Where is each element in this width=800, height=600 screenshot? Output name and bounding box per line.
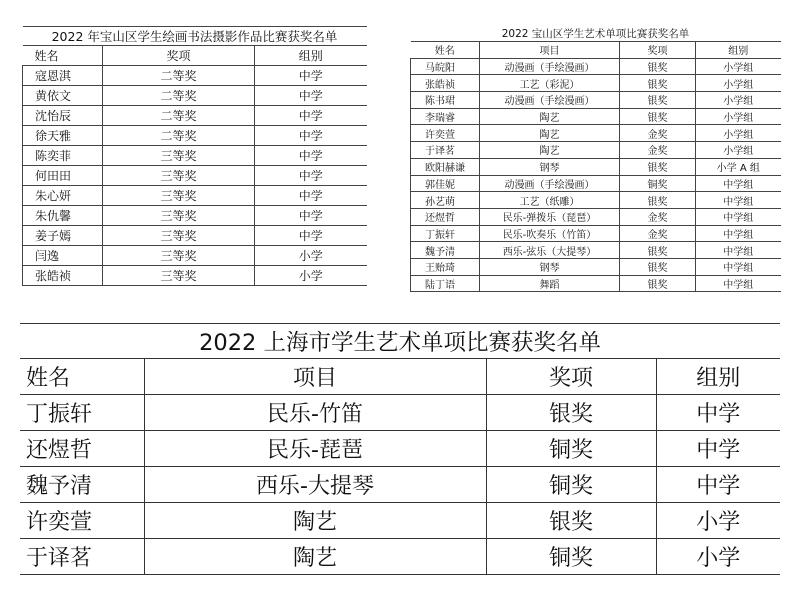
table-title-row bbox=[411, 26, 781, 42]
cell-award: 金奖 bbox=[620, 142, 696, 159]
cell-award: 铜奖 bbox=[486, 467, 656, 503]
header-name: 姓名 bbox=[20, 359, 144, 395]
table-title: 2022 年宝山区学生绘画书法摄影作品比赛获奖名单 bbox=[23, 27, 367, 46]
cell-name: 闫逸 bbox=[23, 246, 103, 266]
header-project: 项目 bbox=[480, 42, 620, 59]
cell-project: 民乐-弹拨乐（琵琶） bbox=[480, 208, 620, 225]
cell-name: 还煜哲 bbox=[20, 431, 144, 467]
award-table-shanghai-art-body bbox=[20, 324, 780, 575]
cell-award: 铜奖 bbox=[486, 431, 656, 467]
award-table-baoshan-painting bbox=[22, 26, 367, 286]
cell-project: 陶艺 bbox=[144, 539, 486, 575]
cell-award: 银奖 bbox=[620, 92, 696, 109]
cell-group: 中学 bbox=[255, 66, 367, 86]
table-row bbox=[23, 106, 367, 126]
table-row bbox=[20, 503, 780, 539]
cell-name: 还煜哲 bbox=[411, 208, 480, 225]
cell-award: 三等奖 bbox=[103, 146, 255, 166]
cell-project: 陶艺 bbox=[480, 108, 620, 125]
cell-name: 丁振轩 bbox=[411, 225, 480, 242]
cell-group: 中学 bbox=[255, 186, 367, 206]
cell-group: 中学组 bbox=[696, 275, 781, 292]
award-table-baoshan-painting-body bbox=[23, 27, 367, 286]
table-row bbox=[23, 266, 367, 286]
cell-award: 银奖 bbox=[486, 503, 656, 539]
cell-group: 小学 A 组 bbox=[696, 158, 781, 175]
cell-name: 于译茗 bbox=[20, 539, 144, 575]
cell-name: 张皓祯 bbox=[23, 266, 103, 286]
table-title-row bbox=[20, 324, 780, 359]
cell-name: 姜子嫣 bbox=[23, 226, 103, 246]
cell-project: 西乐-大提琴 bbox=[144, 467, 486, 503]
table-title: 2022 上海市学生艺术单项比赛获奖名单 bbox=[20, 324, 780, 359]
table-row bbox=[20, 431, 780, 467]
cell-award: 金奖 bbox=[620, 225, 696, 242]
cell-group: 中学组 bbox=[696, 175, 781, 192]
cell-project: 西乐-弦乐（大提琴） bbox=[480, 242, 620, 259]
cell-group: 小学组 bbox=[696, 58, 781, 75]
table-row bbox=[23, 166, 367, 186]
cell-award: 三等奖 bbox=[103, 186, 255, 206]
header-name: 姓名 bbox=[411, 42, 480, 59]
cell-name: 魏予清 bbox=[20, 467, 144, 503]
cell-name: 沈怡辰 bbox=[23, 106, 103, 126]
table-title-row bbox=[23, 27, 367, 46]
cell-project: 陶艺 bbox=[480, 142, 620, 159]
cell-award: 银奖 bbox=[620, 75, 696, 92]
cell-name: 于译茗 bbox=[411, 142, 480, 159]
cell-group: 中学组 bbox=[696, 258, 781, 275]
table-title: 2022 宝山区学生艺术单项比赛获奖名单 bbox=[411, 26, 781, 42]
table-row bbox=[23, 186, 367, 206]
table-row bbox=[23, 146, 367, 166]
cell-group: 中学 bbox=[656, 467, 780, 503]
cell-name: 郭佳妮 bbox=[411, 175, 480, 192]
header-name: 姓名 bbox=[23, 46, 103, 66]
cell-project: 舞蹈 bbox=[480, 275, 620, 292]
cell-group: 小学组 bbox=[696, 92, 781, 109]
cell-award: 铜奖 bbox=[486, 539, 656, 575]
cell-project: 钢琴 bbox=[480, 158, 620, 175]
cell-name: 朱仇馨 bbox=[23, 206, 103, 226]
table-row bbox=[23, 126, 367, 146]
cell-project: 民乐-琵琶 bbox=[144, 431, 486, 467]
cell-project: 钢琴 bbox=[480, 258, 620, 275]
table-row bbox=[23, 206, 367, 226]
cell-name: 丁振轩 bbox=[20, 395, 144, 431]
cell-project: 动漫画（手绘漫画） bbox=[480, 92, 620, 109]
cell-group: 小学组 bbox=[696, 125, 781, 142]
table-row bbox=[23, 226, 367, 246]
table-header-row bbox=[20, 359, 780, 395]
table-row bbox=[20, 539, 780, 575]
header-project: 项目 bbox=[144, 359, 486, 395]
cell-group: 中学组 bbox=[696, 192, 781, 209]
table-row bbox=[411, 158, 781, 175]
cell-name: 陈奕菲 bbox=[23, 146, 103, 166]
cell-group: 中学 bbox=[255, 146, 367, 166]
cell-project: 动漫画（手绘漫画） bbox=[480, 58, 620, 75]
cell-award: 银奖 bbox=[620, 58, 696, 75]
table-row bbox=[411, 108, 781, 125]
table-row bbox=[23, 66, 367, 86]
cell-group: 中学 bbox=[656, 431, 780, 467]
cell-name: 许奕萱 bbox=[20, 503, 144, 539]
table-row bbox=[411, 142, 781, 159]
cell-group: 中学 bbox=[255, 226, 367, 246]
cell-project: 工艺（纸雕） bbox=[480, 192, 620, 209]
table-row bbox=[411, 208, 781, 225]
header-award: 奖项 bbox=[620, 42, 696, 59]
cell-group: 小学 bbox=[255, 246, 367, 266]
cell-project: 陶艺 bbox=[144, 503, 486, 539]
table-row bbox=[411, 258, 781, 275]
cell-group: 小学组 bbox=[696, 108, 781, 125]
cell-award: 银奖 bbox=[620, 275, 696, 292]
cell-group: 中学组 bbox=[696, 208, 781, 225]
cell-award: 银奖 bbox=[620, 242, 696, 259]
table-row bbox=[411, 175, 781, 192]
cell-name: 黄依文 bbox=[23, 86, 103, 106]
cell-group: 中学组 bbox=[696, 242, 781, 259]
cell-name: 张皓祯 bbox=[411, 75, 480, 92]
cell-name: 何田田 bbox=[23, 166, 103, 186]
table-row bbox=[411, 75, 781, 92]
cell-group: 中学 bbox=[255, 106, 367, 126]
award-table-shanghai-art bbox=[20, 323, 780, 575]
table-row bbox=[20, 395, 780, 431]
cell-name: 欧阳赫谦 bbox=[411, 158, 480, 175]
table-row bbox=[411, 242, 781, 259]
cell-award: 银奖 bbox=[620, 192, 696, 209]
cell-name: 孙艺萌 bbox=[411, 192, 480, 209]
cell-award: 银奖 bbox=[620, 108, 696, 125]
cell-name: 徐天雅 bbox=[23, 126, 103, 146]
cell-name: 马皖阳 bbox=[411, 58, 480, 75]
cell-award: 三等奖 bbox=[103, 226, 255, 246]
cell-group: 中学 bbox=[255, 126, 367, 146]
cell-group: 中学 bbox=[255, 206, 367, 226]
cell-project: 陶艺 bbox=[480, 125, 620, 142]
table-row bbox=[411, 275, 781, 292]
table-row bbox=[411, 192, 781, 209]
header-group: 组别 bbox=[255, 46, 367, 66]
table-row bbox=[20, 467, 780, 503]
cell-name: 李瑞睿 bbox=[411, 108, 480, 125]
table-row bbox=[411, 58, 781, 75]
cell-award: 金奖 bbox=[620, 208, 696, 225]
cell-group: 小学 bbox=[255, 266, 367, 286]
cell-award: 铜奖 bbox=[620, 175, 696, 192]
cell-group: 中学 bbox=[656, 395, 780, 431]
cell-award: 银奖 bbox=[620, 258, 696, 275]
cell-project: 动漫画（手绘漫画） bbox=[480, 175, 620, 192]
cell-project: 工艺（彩泥） bbox=[480, 75, 620, 92]
cell-name: 陈书珺 bbox=[411, 92, 480, 109]
cell-award: 银奖 bbox=[486, 395, 656, 431]
cell-award: 三等奖 bbox=[103, 246, 255, 266]
cell-award: 二等奖 bbox=[103, 86, 255, 106]
cell-project: 民乐-竹笛 bbox=[144, 395, 486, 431]
header-group: 组别 bbox=[656, 359, 780, 395]
cell-award: 三等奖 bbox=[103, 166, 255, 186]
cell-name: 许奕萱 bbox=[411, 125, 480, 142]
table-row bbox=[23, 246, 367, 266]
cell-award: 二等奖 bbox=[103, 66, 255, 86]
cell-project: 民乐-吹奏乐（竹笛） bbox=[480, 225, 620, 242]
header-group: 组别 bbox=[696, 42, 781, 59]
cell-name: 寇恩淇 bbox=[23, 66, 103, 86]
cell-award: 金奖 bbox=[620, 125, 696, 142]
cell-name: 陆丁语 bbox=[411, 275, 480, 292]
header-award: 奖项 bbox=[486, 359, 656, 395]
cell-group: 小学 bbox=[656, 539, 780, 575]
cell-group: 小学组 bbox=[696, 142, 781, 159]
table-header-row bbox=[411, 42, 781, 59]
cell-name: 朱心妍 bbox=[23, 186, 103, 206]
table-row bbox=[23, 86, 367, 106]
header-award: 奖项 bbox=[103, 46, 255, 66]
cell-award: 三等奖 bbox=[103, 206, 255, 226]
cell-group: 中学 bbox=[255, 86, 367, 106]
cell-name: 魏予清 bbox=[411, 242, 480, 259]
cell-group: 中学 bbox=[255, 166, 367, 186]
table-row bbox=[411, 225, 781, 242]
cell-group: 中学组 bbox=[696, 225, 781, 242]
cell-group: 小学 bbox=[656, 503, 780, 539]
cell-group: 小学组 bbox=[696, 75, 781, 92]
cell-award: 银奖 bbox=[620, 158, 696, 175]
table-row bbox=[411, 92, 781, 109]
award-table-baoshan-art-body bbox=[411, 26, 781, 292]
table-row bbox=[411, 125, 781, 142]
cell-name: 王贻琦 bbox=[411, 258, 480, 275]
table-header-row bbox=[23, 46, 367, 66]
award-table-baoshan-art bbox=[410, 26, 781, 292]
cell-award: 二等奖 bbox=[103, 126, 255, 146]
cell-award: 二等奖 bbox=[103, 106, 255, 126]
cell-award: 三等奖 bbox=[103, 266, 255, 286]
